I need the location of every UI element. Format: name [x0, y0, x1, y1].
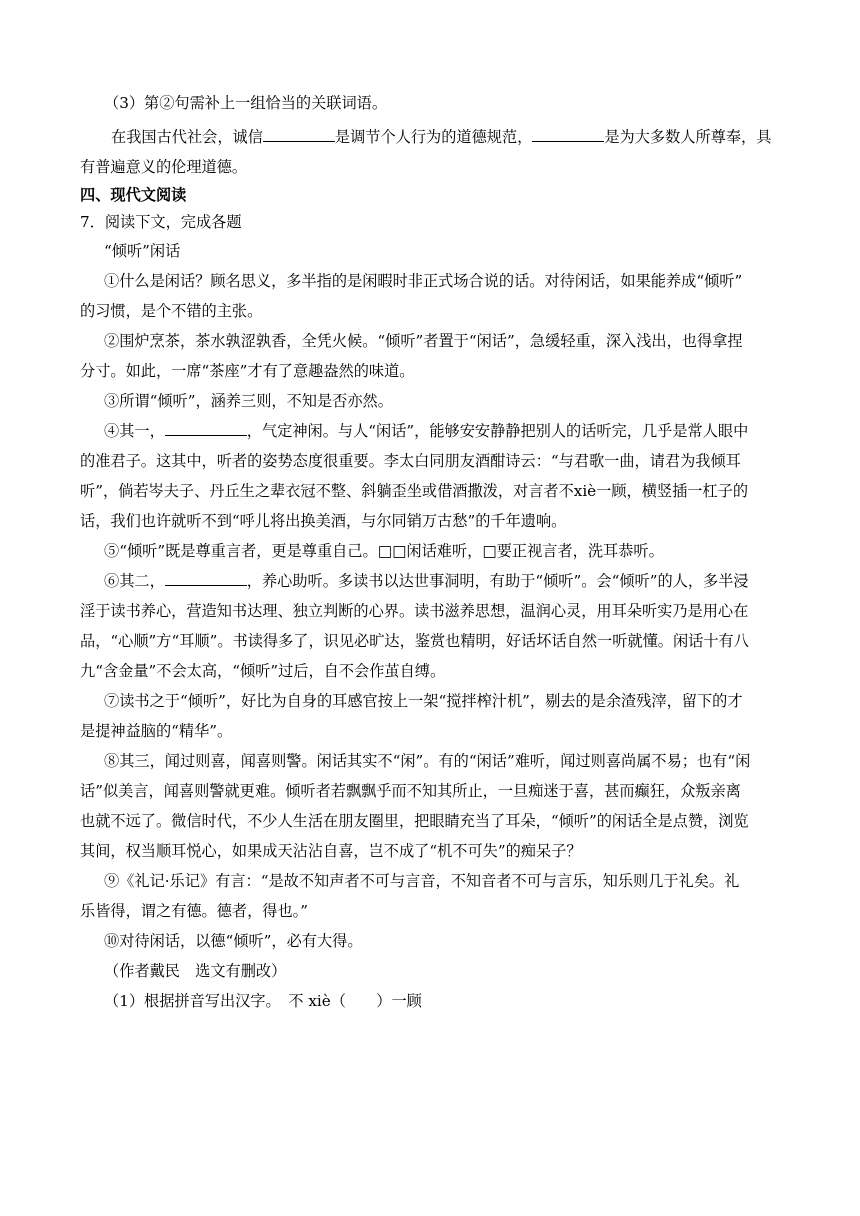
paragraph-6-line-3: 品，“心顺”方“耳顺”。书读得多了，识见必旷达，鉴赏也精明，好话坏话自然一听就懂。闲话十有八 [80, 632, 749, 650]
paragraph-3: ③所谓“倾听”，涵养三则，不知是否亦然。 [104, 392, 393, 410]
paragraph-2-line-1: ②围炉烹茶，茶水孰涩孰香，全凭火候。“倾听”者置于“闲话”，急缓轻重，深入浅出，也得拿捏 [104, 332, 743, 350]
paragraph-9-line-2: 乐皆得，谓之有德。德者，得也。” [80, 902, 308, 920]
paragraph-4-line-2: 的准君子。这其中，听者的姿势态度很重要。李太白同朋友酒酣诗云：“与君歌一曲，请君为我倾耳 [80, 452, 741, 470]
section-heading: 四、现代文阅读 [80, 186, 187, 204]
paragraph-4-rest: ，气定神闲。与人“闲话”，能够安安静静把别人的话听完，几乎是常人眼中 [246, 422, 749, 440]
paragraph-8-line-1: ⑧其三，闻过则喜，闻喜则警。闲话其实不“闲”。有的“闲话”难听，闻过则喜尚属不易；也有“闲 [104, 752, 751, 770]
paragraph-4-line-1 [80, 416, 785, 446]
paragraph-7-line-1: ⑦读书之于“倾听”，好比为自身的耳感官按上一架“搅拌榨汁机”，剔去的是余渣残滓，留下的才 [104, 692, 743, 710]
paragraph-9-line-1: ⑨《礼记·乐记》有言：“是故不知声者不可与言音，不知音者不可与言乐，知乐则几于礼矣。礼 [104, 872, 740, 890]
paragraph-7-line-2: 是提神益脑的“精华”。 [80, 722, 233, 740]
sentence-part-c: 是为大多数人所尊奉，具 [604, 128, 772, 146]
document-page [80, 88, 785, 1016]
paragraph-6-rest: ，养心助听。多读书以达世事洞明，有助于“倾听”。会“倾听”的人，多半浸 [246, 572, 749, 590]
article-title: “倾听”闲话 [104, 242, 181, 260]
article-source: （作者戴民 选文有删改） [104, 962, 287, 980]
paragraph-5: ⑤“倾听”既是尊重言者，更是尊重自己。□□闲话难听，□要正视言者，洗耳恭听。 [104, 542, 664, 560]
paragraph-1-line-2: 的习惯，是个不错的主张。 [80, 302, 263, 320]
question-7-number: 7．阅读下文，完成各题 [80, 213, 242, 231]
question-6-3-sentence [80, 122, 785, 152]
paragraph-8-line-3: 也就不远了。微信时代，不少人生活在朋友圈里，把眼睛充当了耳朵，“倾听”的闲话全是点赞，浏览 [80, 812, 749, 830]
paragraph-6-line-2: 淫于读书养心，营造知书达理、独立判断的心界。读书滋养思想，温润心灵，用耳朵听实乃是用心在 [80, 602, 749, 620]
paragraph-2-line-2: 分寸。如此，一席“茶座”才有了意趣盎然的味道。 [80, 362, 415, 380]
answer-blank-4[interactable] [165, 567, 247, 586]
sentence-part-a: 在我国古代社会，诚信 [111, 128, 263, 146]
answer-blank-1[interactable] [263, 123, 335, 142]
sentence-part-b: 是调节个人行为的道德规范， [334, 128, 533, 146]
paragraph-6-start: ⑥其二， [104, 572, 165, 590]
paragraph-4-line-4: 话，我们也许就听不到“呼儿将出换美酒，与尔同销万古愁”的千年遗响。 [80, 512, 567, 530]
question-6-3-sentence-cont: 有普遍意义的伦理道德。 [80, 158, 248, 176]
paragraph-8-line-2: 话”似美言，闻喜则警就更难。倾听者若飘飘乎而不知其所止，一旦痴迷于喜，甚而癫狂，众叛亲离 [80, 782, 741, 800]
paragraph-6-line-4: 九“含金量”不会太高，“倾听”过后，自不会作茧自缚。 [80, 662, 446, 680]
answer-blank-3[interactable] [165, 417, 247, 436]
answer-blank-2[interactable] [532, 123, 604, 142]
sub-question-1: （1）根据拼音写出汉字。 不 xiè（ ）一顾 [104, 992, 422, 1010]
paragraph-1-line-1: ①什么是闲话？顾名思义，多半指的是闲暇时非正式场合说的话。对待闲话，如果能养成“倾听” [104, 272, 743, 290]
paragraph-10: ⑩对待闲话，以德“倾听”，必有大得。 [104, 932, 363, 950]
paragraph-8-line-4: 其间，权当顺耳悦心，如果成天沾沾自喜，岂不成了“机不可失”的痴呆子？ [80, 842, 582, 860]
paragraph-6-line-1 [80, 566, 785, 596]
paragraph-4-line-3: 听”，倘若岑夫子、丹丘生之辈衣冠不整、斜躺歪坐或借酒撒泼，对言者不xiè一顾，横竖插一杠子的 [80, 482, 749, 500]
paragraph-4-start: ④其一， [104, 422, 165, 440]
question-6-3-prompt: （3）第②句需补上一组恰当的关联词语。 [104, 94, 388, 112]
